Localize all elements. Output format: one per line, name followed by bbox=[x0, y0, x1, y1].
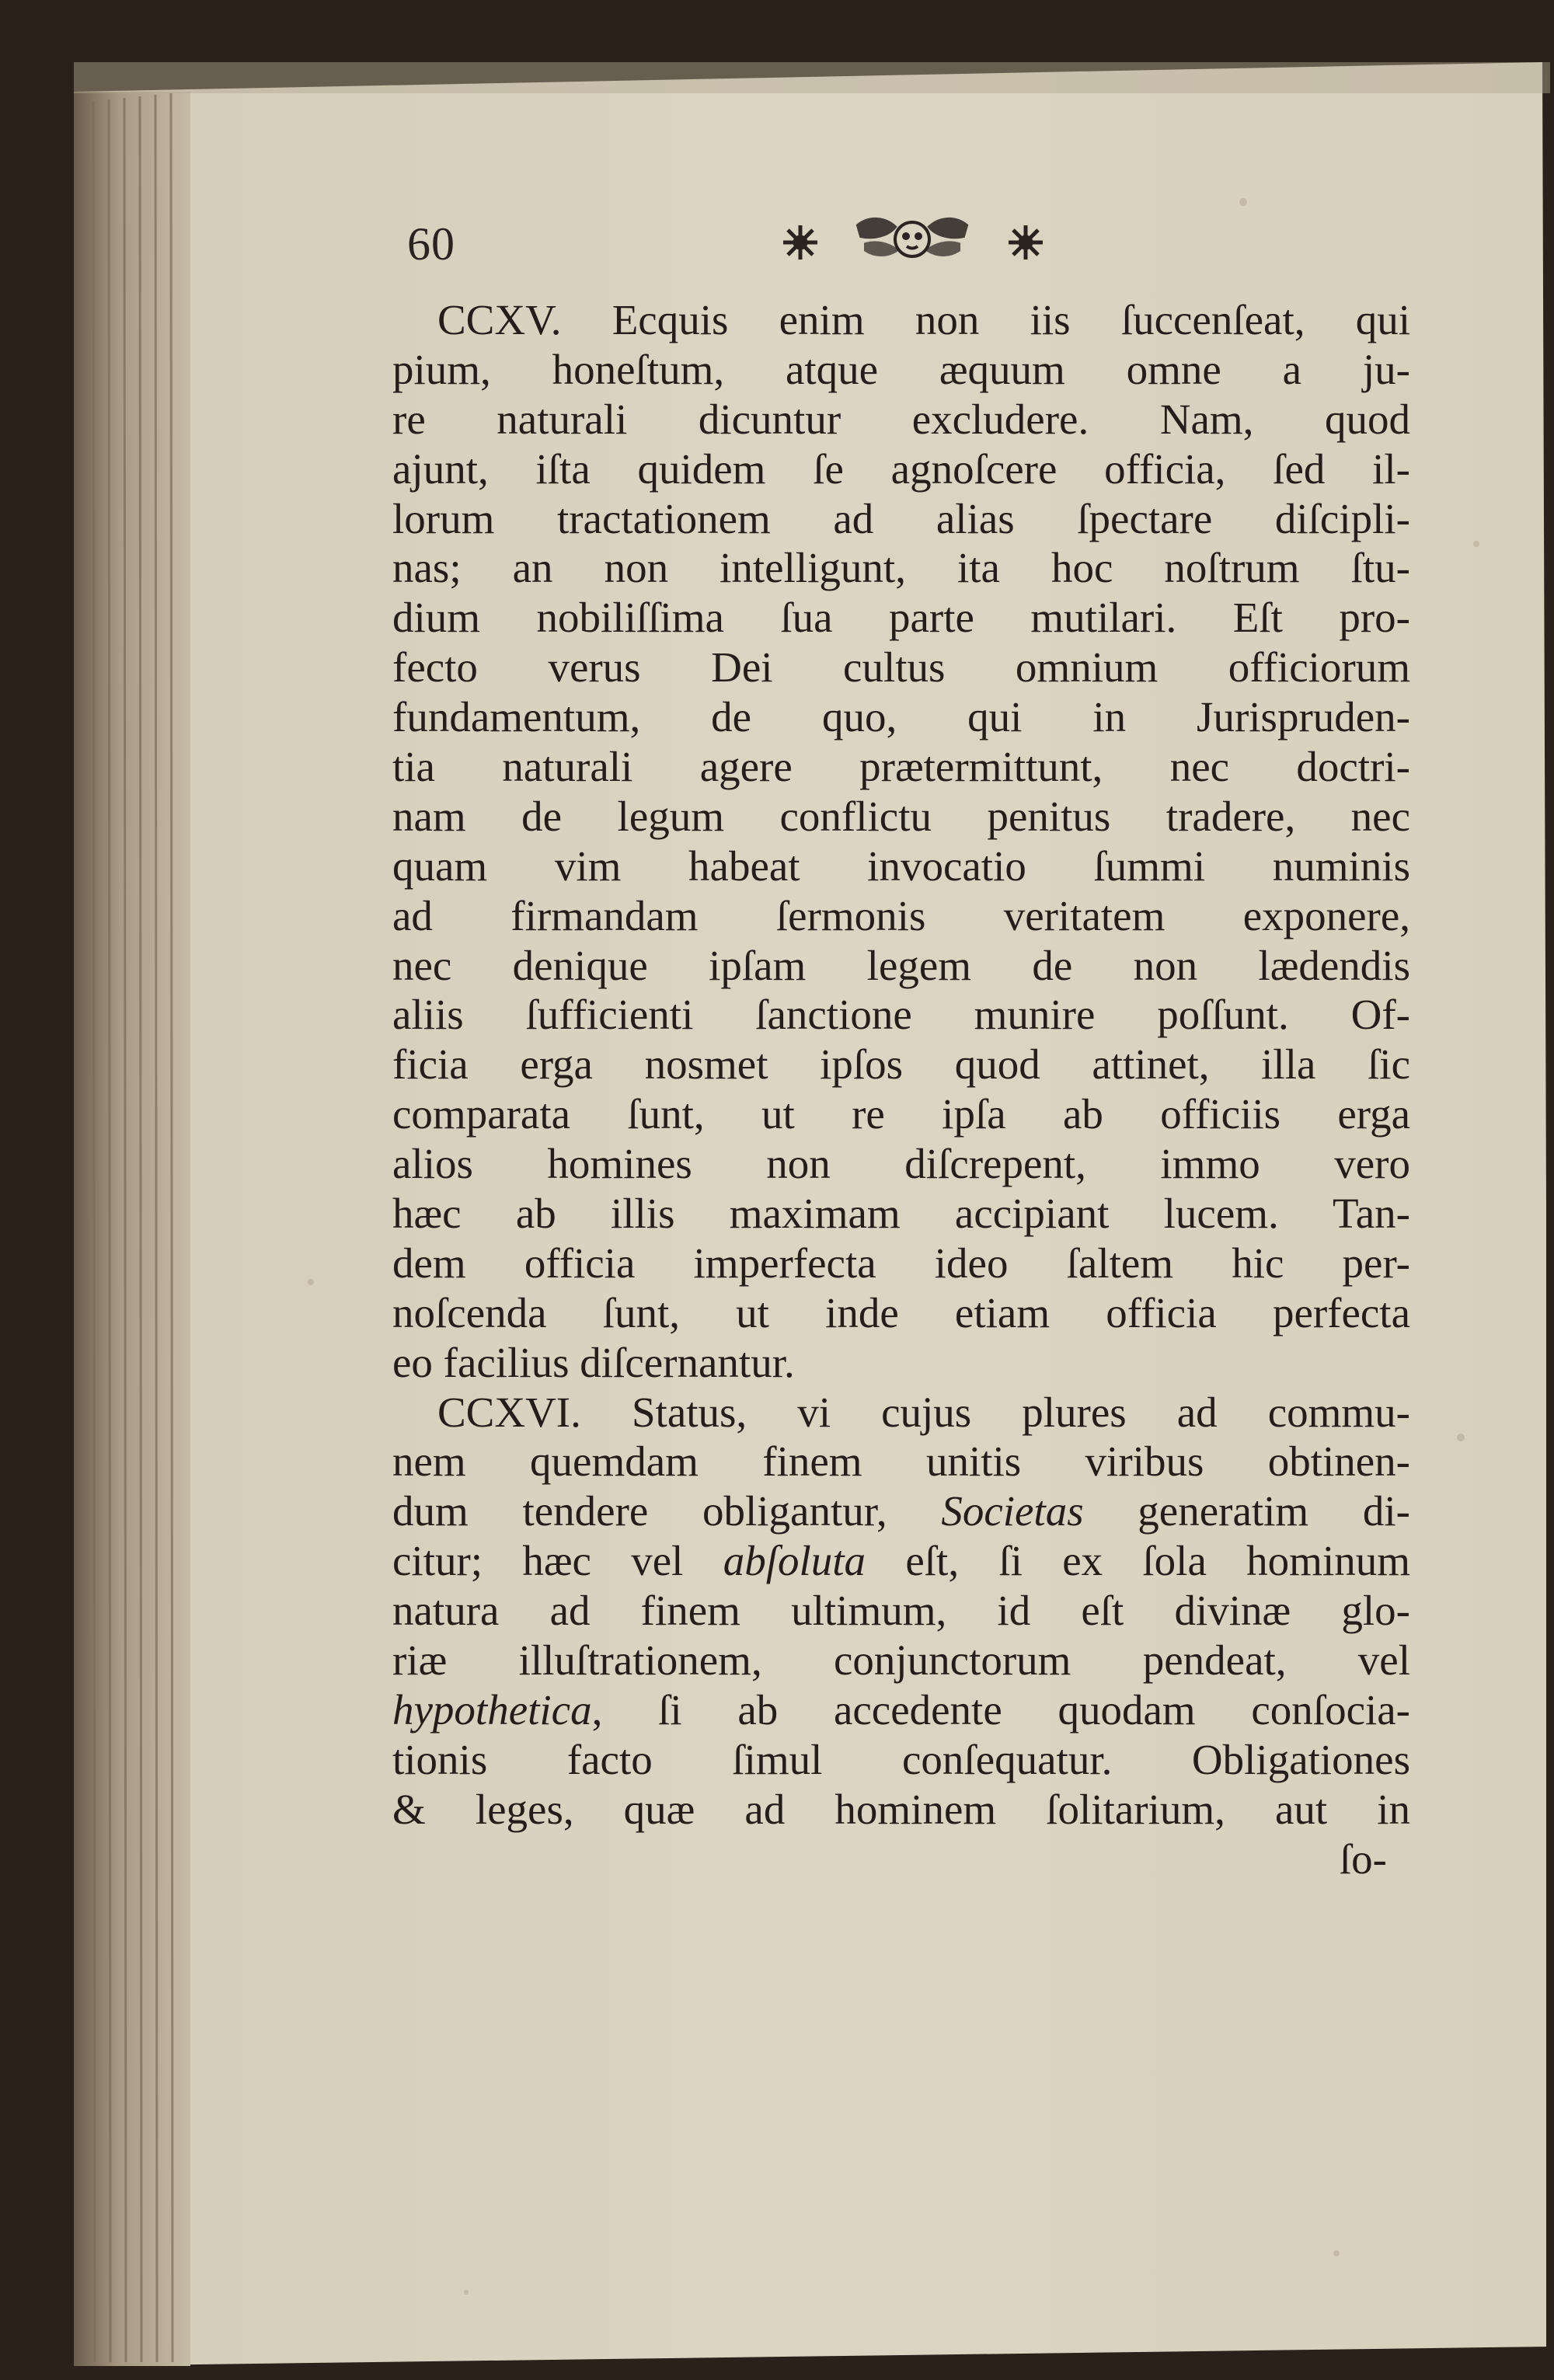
page-number: 60 bbox=[407, 218, 455, 270]
text-line: ad firmandam ſermonis veritatem exponere, bbox=[392, 891, 1410, 939]
text-line: ajunt, iſta quidem ſe agnoſcere officia, ſed il- bbox=[392, 444, 1410, 493]
star-ornament-left-icon bbox=[783, 225, 817, 260]
text-line: noſcenda ſunt, ut inde etiam officia perfecta bbox=[392, 1288, 1410, 1336]
text-line: tia naturali agere prætermittunt, nec doctri- bbox=[392, 743, 1410, 791]
running-header bbox=[398, 202, 1408, 280]
text-line: citur; hæc vel abſoluta eſt, ſi ex ſola hominum bbox=[392, 1537, 1410, 1585]
text-line: CCXVI. Status, vi cujus plures ad commu- bbox=[437, 1388, 1410, 1436]
fleuron-ornament-icon bbox=[740, 202, 1082, 280]
text-line: re naturali dicuntur excludere. Nam, quod bbox=[392, 395, 1410, 443]
text-line: & leges, quæ ad hominem ſolitarium, aut in bbox=[392, 1785, 1410, 1833]
star-ornament-right-icon bbox=[1009, 225, 1043, 260]
catchword: ſo- bbox=[1339, 1835, 1387, 1883]
text-line: riæ illuſtrationem, conjunctorum pendeat, vel bbox=[392, 1636, 1410, 1685]
text-line: CCXV. Ecquis enim non iis ſuccenſeat, qui bbox=[437, 296, 1410, 343]
text-line: fundamentum, de quo, qui in Jurispruden- bbox=[392, 693, 1410, 741]
text-line: natura ad finem ultimum, id eſt divinæ glo- bbox=[392, 1587, 1410, 1635]
text-line: nec denique ipſam legem de non lædendis bbox=[392, 941, 1410, 989]
text-line: ficia erga nosmet ipſos quod attinet, illa ſic bbox=[392, 1040, 1410, 1089]
text-line: nas; an non intelligunt, ita hoc noſtrum ſtu- bbox=[392, 544, 1410, 592]
winged-head-ornament-icon bbox=[858, 219, 967, 256]
text-line: eo facilius diſcernantur. bbox=[392, 1338, 795, 1386]
text-line: fecto verus Dei cultus omnium officiorum bbox=[392, 643, 1410, 692]
text-line: dium nobiliſſima ſua parte mutilari. Eſt pro- bbox=[392, 594, 1410, 642]
text-line: dem officia imperfecta ideo ſaltem hic per- bbox=[392, 1239, 1410, 1287]
body-text bbox=[392, 295, 1410, 1884]
text-line: nam de legum conflictu penitus tradere, nec bbox=[392, 792, 1410, 840]
text-line: dum tendere obligantur, Societas generatim di- bbox=[392, 1487, 1410, 1535]
text-line: quam vim habeat invocatio ſummi numinis bbox=[392, 842, 1410, 890]
text-line: tionis facto ſimul conſequatur. Obligationes bbox=[392, 1735, 1410, 1783]
text-line: lorum tractationem ad alias ſpectare diſcipli- bbox=[392, 494, 1410, 542]
text-line: alios homines non diſcrepent, immo vero bbox=[392, 1140, 1410, 1188]
text-line: hæc ab illis maximam accipiant lucem. Tan- bbox=[392, 1190, 1410, 1238]
text-line: pium, honeſtum, atque æquum omne a ju- bbox=[392, 345, 1410, 393]
text-line: nem quemdam finem unitis viribus obtinen- bbox=[392, 1437, 1410, 1486]
text-line: hypothetica, ſi ab accedente quodam conſocia- bbox=[392, 1685, 1410, 1734]
text-line: aliis ſufficienti ſanctione munire poſſunt. Of- bbox=[392, 991, 1410, 1039]
text-line: comparata ſunt, ut re ipſa ab officiis erga bbox=[392, 1090, 1410, 1138]
